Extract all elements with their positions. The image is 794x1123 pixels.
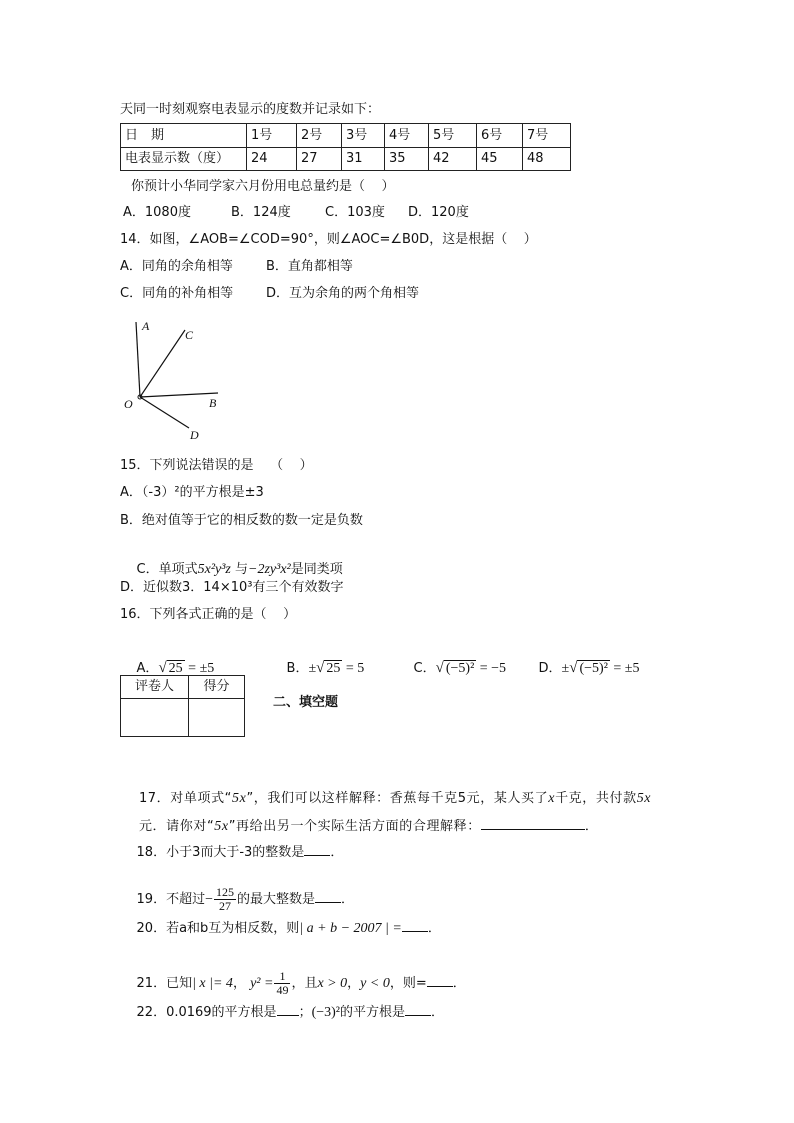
q22-text: ；: [298, 1005, 312, 1020]
q16-b-pm: ±: [308, 661, 317, 676]
ray-oc: [140, 330, 185, 397]
table-cell: 3号: [342, 124, 385, 148]
table-cell: 5号: [429, 124, 477, 148]
answer-blank: [402, 919, 428, 932]
q19-sign: −: [205, 892, 213, 907]
q14-option-b: B．直角都相等: [266, 259, 353, 274]
table-cell: 48: [523, 148, 571, 171]
q21-expr: y² =: [250, 976, 274, 991]
q15-stem: 15．下列说法错误的是 （ ）: [120, 458, 313, 473]
q16-a-rhs: = ±5: [184, 661, 215, 676]
q22: [120, 985, 444, 1040]
q16-c-radicand: (−5)²: [445, 661, 475, 676]
ray-od: [140, 397, 189, 428]
label-d: D: [190, 428, 199, 442]
q14-stem: 14．如图，∠AOB=∠COD=90°，则∠AOC=∠B0D，这是根据（ ）: [120, 232, 537, 247]
q16-a-radicand: 25: [168, 661, 183, 676]
q17-term: 5x: [232, 791, 247, 806]
q16-b-label: B．: [286, 661, 309, 676]
q13-prompt: 你预计小华同学家六月份用电总量约是（ ）: [131, 179, 395, 194]
q16-stem: 16．下列各式正确的是（ ）: [120, 607, 297, 622]
score-box-empty-cell: [189, 699, 245, 737]
answer-blank: [481, 817, 585, 830]
score-box: [120, 675, 245, 737]
label-b: B: [209, 396, 217, 410]
ray-ob: [140, 393, 218, 397]
q17-text: 千克，共付款: [555, 791, 637, 806]
ray-oa: [136, 322, 140, 397]
table-cell: 24: [247, 148, 297, 171]
q14-option-d: D．互为余角的两个角相等: [266, 286, 420, 301]
answer-blank: [277, 1003, 299, 1016]
q21-expr: | x |= 4: [192, 976, 233, 991]
table-cell: 2号: [297, 124, 342, 148]
table-cell: 7号: [523, 124, 571, 148]
q22-expr: (−3)²: [311, 1005, 340, 1020]
q21-sep: ，: [232, 976, 246, 991]
q21-sep: ，: [347, 976, 361, 991]
q14-option-a: A．同角的余角相等: [120, 259, 233, 274]
q21-text: ，且: [291, 976, 318, 991]
fraction-denominator: 27: [218, 899, 231, 913]
score-box-empty-cell: [121, 699, 189, 737]
score-box-reviewer: 评卷人: [121, 676, 189, 699]
table-row: [121, 148, 571, 171]
q16-d-pm: ±: [561, 661, 570, 676]
table-cell: 日 期: [121, 124, 247, 148]
fraction-numerator: 125: [215, 885, 234, 899]
sqrt-expression: √ 25: [158, 660, 183, 676]
q16-option-d: [522, 641, 639, 696]
q15-c-prefix: C．单项式: [136, 562, 198, 577]
q20-end: ．: [427, 921, 441, 936]
answer-blank: [405, 1003, 431, 1016]
q16-option-b: [270, 641, 364, 696]
q21-expr: y < 0: [360, 976, 390, 991]
q14-option-c: C．同角的补角相等: [120, 286, 234, 301]
q15-c-term1: 5x²y³z: [197, 562, 231, 577]
table-cell: 27: [297, 148, 342, 171]
q16-c-rhs: = −5: [476, 661, 507, 676]
q15-c-suffix: 是同类项: [290, 562, 343, 577]
q19-text: 的最大整数是: [236, 892, 315, 907]
q17-var: x: [548, 791, 556, 806]
table-cell: 45: [477, 148, 523, 171]
q16-b-radicand: 25: [326, 661, 341, 676]
angle-figure: [115, 315, 235, 445]
q21-end: ．: [452, 976, 466, 991]
q16-b-rhs: = 5: [342, 661, 365, 676]
q20-text: 20．若a和b互为相反数，则: [136, 921, 300, 936]
q21-expr: x > 0: [317, 976, 348, 991]
table-cell: 31: [342, 148, 385, 171]
q13-option-a: A．1080度: [123, 205, 191, 220]
q15-option-a: A．（-3）²的平方根是±3: [120, 485, 264, 500]
q19-text: 19．不超过: [136, 892, 206, 907]
sqrt-expression: √ (−5)²: [435, 660, 475, 676]
q21-text: ，则=: [389, 976, 427, 991]
q16-option-c: [397, 641, 506, 696]
q13-option-c: C．103度: [325, 205, 385, 220]
q21-text: 21．已知: [136, 976, 193, 991]
fraction-numerator: 1: [274, 970, 290, 984]
fraction-denominator: 49: [276, 983, 289, 997]
q17-text: 17．对单项式“: [138, 791, 233, 806]
q18-text: 18．小于3而大于-3的整数是: [136, 845, 305, 860]
q15-option-d: D．近似数3．14×10³有三个有效数字: [120, 580, 344, 595]
table-cell: 4号: [385, 124, 429, 148]
q17-text: ”，我们可以这样解释：香蕉每千克5元，某人买了: [246, 791, 549, 806]
sqrt-expression: √ (−5)²: [569, 660, 608, 676]
q15-c-mid: 与: [230, 562, 249, 577]
table-cell: 42: [429, 148, 477, 171]
table-cell: 1号: [247, 124, 297, 148]
sqrt-expression: √ 25: [316, 660, 341, 676]
q16-d-radicand: (−5)²: [579, 661, 608, 676]
score-box-score: 得分: [189, 676, 245, 699]
q16-d-rhs: = ±5: [609, 661, 640, 676]
section-title: 二、填空题: [273, 695, 339, 710]
q13-option-d: D．120度: [408, 205, 469, 220]
q20-expr: | a + b − 2007 | =: [299, 921, 402, 936]
meter-reading-table: [120, 123, 571, 171]
q18-end: ．: [330, 845, 344, 860]
q22-text: 22．0.0169的平方根是: [136, 1005, 277, 1020]
table-cell: 电表显示数（度）: [121, 148, 247, 171]
q22-end: ．: [431, 1005, 445, 1020]
table-cell: 6号: [477, 124, 523, 148]
q17-term: 5x: [214, 819, 229, 834]
q16-c-label: C．: [413, 661, 436, 676]
q15-c-term2: −2zy³x²: [248, 562, 291, 577]
q16-a-label: A．: [136, 661, 159, 676]
label-o: O: [124, 397, 133, 411]
label-c: C: [185, 328, 194, 342]
table-header-row: [121, 124, 571, 148]
q19-end: ．: [341, 892, 355, 907]
table-cell: 35: [385, 148, 429, 171]
q16-d-label: D．: [538, 661, 562, 676]
q17-end: ．: [584, 819, 599, 834]
q17-text: 元．请你对“: [138, 819, 215, 834]
q13-option-b: B．124度: [231, 205, 291, 220]
q15-option-b: B．绝对值等于它的相反数的数一定是负数: [120, 513, 363, 528]
q17-term: 5x: [636, 791, 652, 806]
q22-text: 的平方根是: [340, 1005, 406, 1020]
label-a: A: [142, 319, 150, 333]
intro-text: 天同一时刻观察电表显示的度数并记录如下：: [120, 102, 381, 117]
q17-text: ”再给出另一个实际生活方面的合理解释：: [228, 819, 481, 834]
